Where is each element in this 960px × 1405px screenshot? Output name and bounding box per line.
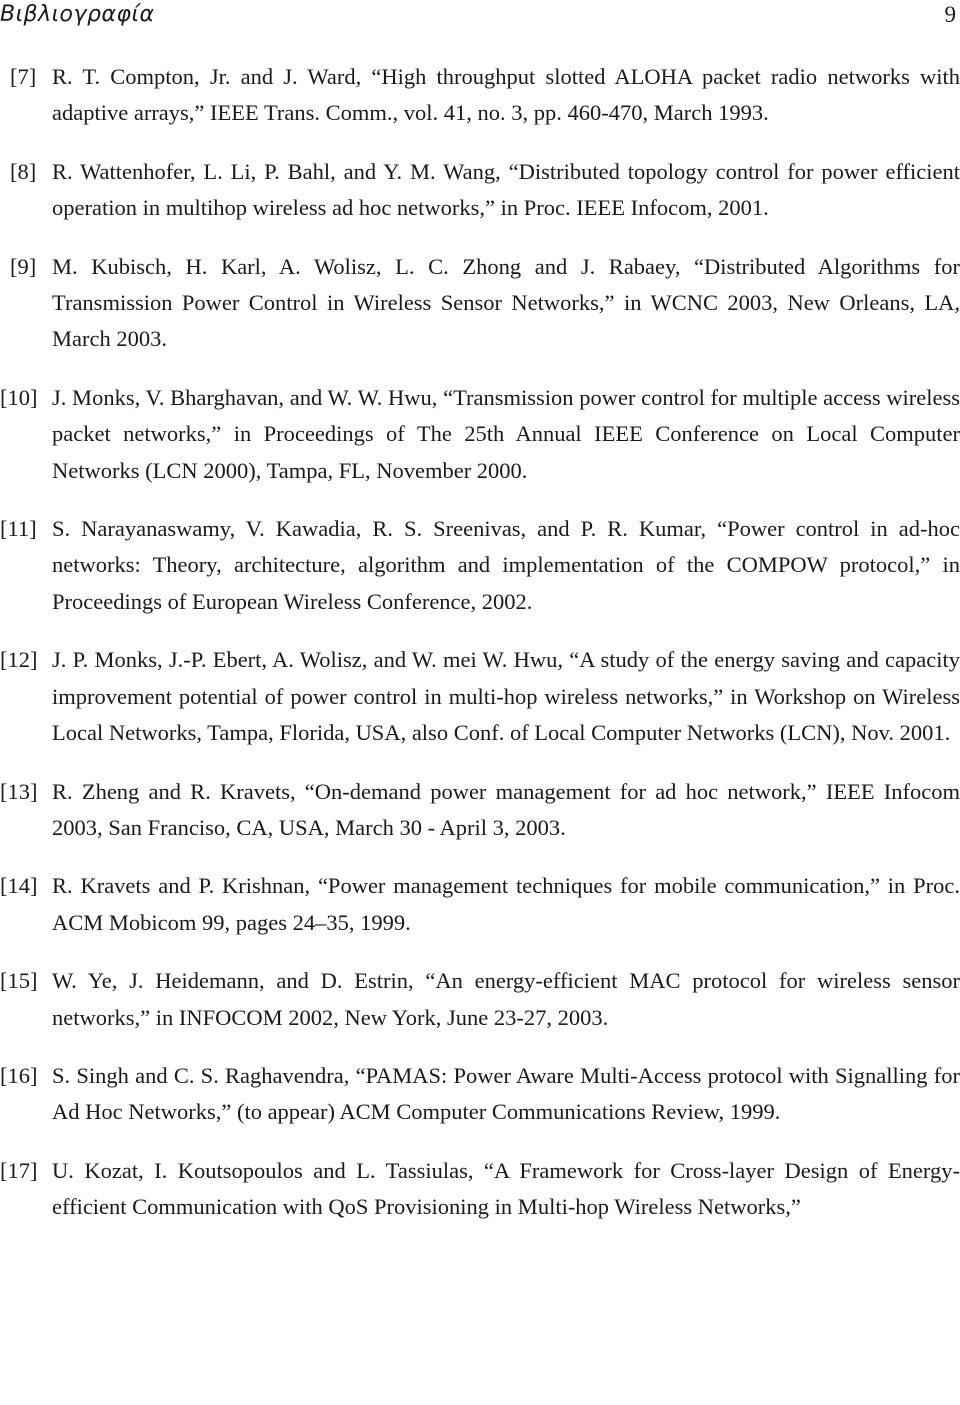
reference-item	[0, 1058, 960, 1131]
reference-list	[0, 59, 960, 1248]
reference-text: R. T. Compton, Jr. and J. Ward, “High throughput slotted ALOHA packet radio networks with adaptive arrays,” IEEE Trans. Comm., vol. 41, no. 3, pp. 460-470, March 1993.	[52, 64, 960, 126]
reference-text: J. Monks, V. Bharghavan, and W. W. Hwu, “Transmission power control for multiple access wireless packet networks,” in Proceedings of The 25th Annual IEEE Conference on Local Computer Networks (LCN 2000), Tampa, FL, November 2000.	[52, 384, 960, 483]
reference-item	[0, 154, 960, 227]
page-number: 9	[944, 2, 956, 27]
reference-text: R. Kravets and P. Krishnan, “Power management techniques for mobile communication,” in Proc. ACM Mobicom 99, pages 24–35, 1999.	[52, 873, 960, 935]
reference-item	[0, 868, 960, 941]
reference-label: [11]	[0, 516, 37, 542]
reference-item	[0, 642, 960, 751]
reference-label: [15]	[0, 968, 38, 994]
reference-text: S. Narayanaswamy, V. Kawadia, R. S. Sreenivas, and P. R. Kumar, “Power control in ad-hoc networks: Theory, architecture, algorithm and implementation of the COMPOW protocol,” in Proceedings of European Wireless Conference, 2002.	[52, 516, 960, 614]
reference-text: R. Wattenhofer, L. Li, P. Bahl, and Y. M. Wang, “Distributed topology control for power efficient operation in multihop wireless ad hoc networks,” in Proc. IEEE Infocom, 2001.	[52, 158, 960, 221]
page-header	[0, 0, 960, 34]
reference-text: U. Kozat, I. Koutsopoulos and L. Tassiulas, “A Framework for Cross-layer Design of Energy-efficient Communication with QoS Provisioning in Multi-hop Wireless Networks,”	[52, 1157, 960, 1220]
reference-label: [9]	[10, 253, 37, 279]
reference-text: W. Ye, J. Heidemann, and D. Estrin, “An energy-efficient MAC protocol for wireless sensor networks,” in INFOCOM 2002, New York, June 23-27, 2003.	[52, 968, 960, 1030]
reference-item	[0, 249, 960, 358]
reference-text: R. Zheng and R. Kravets, “On-demand power management for ad hoc network,” IEEE Infocom 2003, San Franciso, CA, USA, March 30 - April 3, 2003.	[52, 778, 960, 840]
reference-item	[0, 1153, 960, 1226]
reference-item	[0, 774, 960, 847]
reference-label: [17]	[0, 1157, 38, 1183]
running-head-title: Βιβλιογραφία	[0, 2, 155, 27]
reference-text: J. P. Monks, J.-P. Ebert, A. Wolisz, and W. mei W. Hwu, “A study of the energy saving and capacity improvement potential of power control in multi-hop wireless networks,” in Workshop on Wireless Local Networks, Tampa, Florida, USA, also Conf. of Local Computer Networks (LCN), Nov. 2001.	[52, 647, 960, 746]
reference-label: [14]	[0, 873, 38, 899]
reference-item	[0, 511, 960, 620]
reference-item	[0, 59, 960, 132]
reference-label: [13]	[0, 778, 38, 804]
reference-text: M. Kubisch, H. Karl, A. Wolisz, L. C. Zhong and J. Rabaey, “Distributed Algorithms for Transmission Power Control in Wireless Sensor Networks,” in WCNC 2003, New Orleans, LA, March 2003.	[52, 253, 960, 352]
reference-item	[0, 963, 960, 1036]
reference-label: [10]	[0, 384, 38, 410]
reference-text: S. Singh and C. S. Raghavendra, “PAMAS: Power Aware Multi-Access protocol with Signalling for Ad Hoc Networks,” (to appear) ACM Computer Communications Review, 1999.	[52, 1062, 960, 1125]
reference-label: [8]	[10, 158, 37, 184]
reference-label: [7]	[10, 64, 37, 89]
reference-label: [12]	[0, 647, 38, 673]
reference-item	[0, 380, 960, 489]
reference-label: [16]	[0, 1062, 38, 1088]
